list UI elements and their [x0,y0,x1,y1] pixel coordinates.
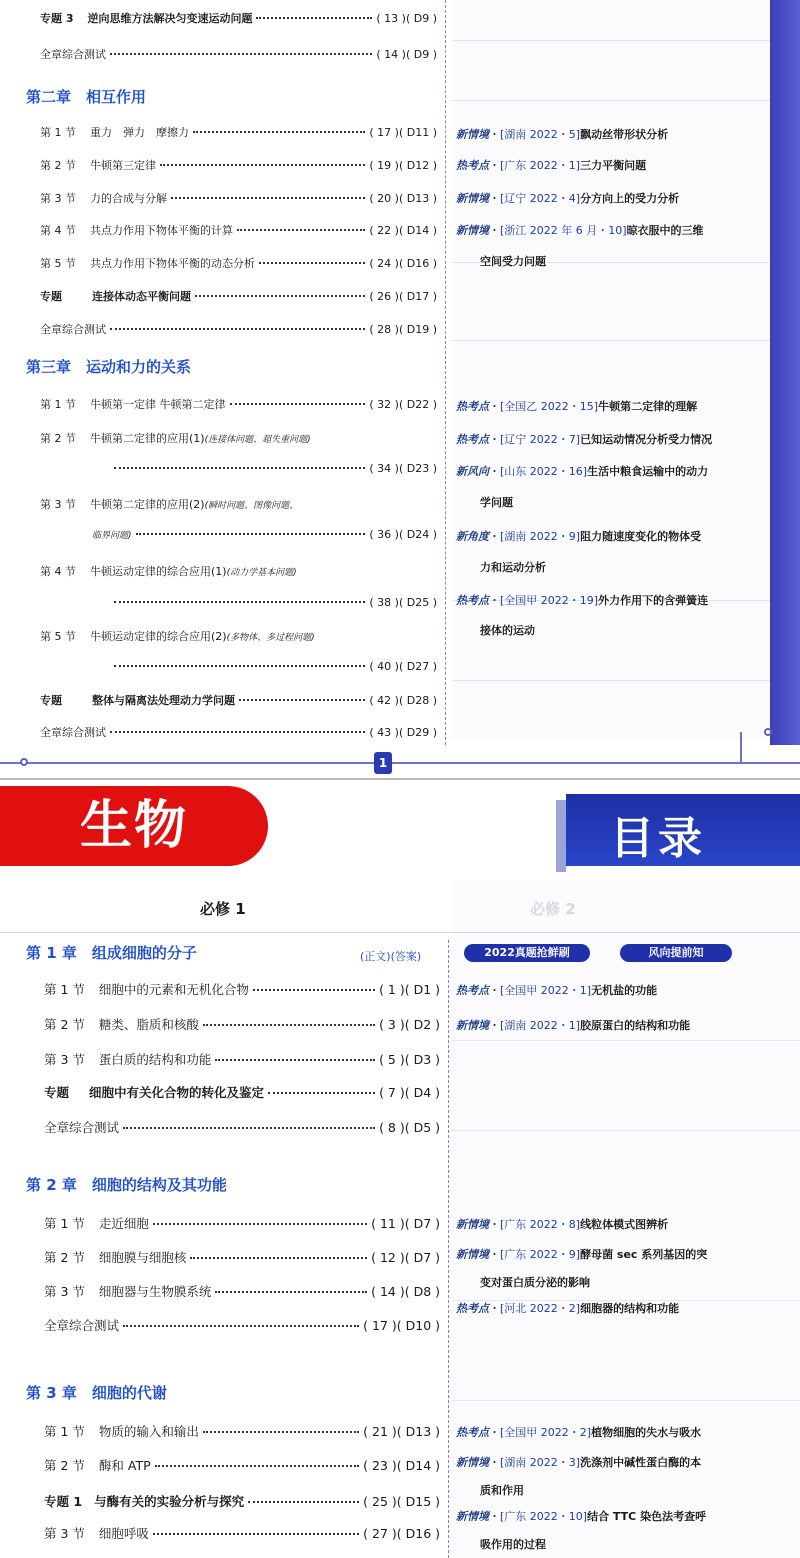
leader-dots [171,197,365,199]
contents-heading: 目录 [610,813,706,864]
exam-note: 热考点・[全国甲 2022・1]无机盐的功能 [456,984,658,997]
toc-row[interactable] [0,430,445,446]
toc-row[interactable] [0,1015,448,1033]
section-rule [0,932,800,933]
rule-end-circle-icon [764,728,772,736]
row-label: 全章综合测试 [44,1318,120,1333]
exam-note: 新情境・[湖南 2022・1]胶原蛋白的结构和功能 [456,1019,691,1032]
note-tag: 新情境 [456,1218,489,1231]
row-pages: ( 19 )( D12 ) [369,159,437,172]
leader-dots [110,53,372,55]
row-pages: ( 14 )( D9 ) [376,48,437,61]
row-pages: ( 14 )( D8 ) [371,1284,440,1299]
leader-dots [253,989,375,991]
row-title: 细胞中的元素和无机化合物 [98,982,249,997]
note-text: 吸作用的过程 [480,1538,546,1551]
row-note: (瞬时问题、图像问题、 [204,501,299,511]
row-label: 第 2 节 [44,1017,85,1032]
note-text: 学问题 [480,496,513,509]
row-title: 蛋白质的结构和功能 [98,1052,212,1067]
row-label: 第 4 节 [40,565,76,578]
row-label: 专题 [40,694,62,707]
leader-dots [215,1291,367,1293]
row-title: 牛顿第二定律的应用(1) [90,432,205,445]
exam-note-continued [480,253,546,269]
exam-note: 热考点・[全国甲 2022・2]植物细胞的失水与吸水 [456,1426,702,1439]
toc-row[interactable] [0,46,445,62]
row-pages: ( 22 )( D14 ) [369,224,437,237]
note-text: 洗涤剂中碱性蛋白酶的本 [580,1456,702,1469]
note-text: 空间受力问题 [480,255,546,268]
toc-row[interactable] [0,1050,448,1068]
chapter-title: 第二章 相互作用 [26,88,147,106]
leader-dots [190,1257,367,1259]
row-title: 牛顿第一定律 牛顿第二定律 [90,398,226,411]
row-title: 共点力作用下物体平衡的计算 [90,224,233,237]
toc-row[interactable] [0,1083,448,1101]
note-source: [浙江 2022 年 6 月・10] [500,224,627,237]
leader-dots [110,731,365,733]
note-tag: 热考点 [456,400,489,413]
toc-row[interactable] [0,1456,448,1474]
leader-dots [114,601,365,603]
row-title: 糖类、脂质和核酸 [98,1017,199,1032]
toc-row[interactable] [0,1524,448,1542]
note-source: [全国乙 2022・15] [500,400,599,413]
exam-note: 热考点・[辽宁 2022・7]已知运动情况分析受力情况 [456,433,713,446]
row-label: 第 3 节 [44,1284,85,1299]
note-tag: 新情境 [456,192,489,205]
toc-row[interactable] [0,288,445,304]
page-bottom-rule [0,762,800,764]
leader-dots [215,1059,375,1061]
note-tag: 热考点 [456,1426,489,1439]
leader-dots [160,164,365,166]
row-title: 牛顿第三定律 [90,159,156,172]
toc-row[interactable] [0,1214,448,1232]
exam-note: 热考点・[河北 2022・2]细胞器的结构和功能 [456,1302,680,1315]
leader-dots [123,1325,359,1327]
row-title: 共点力作用下物体平衡的动态分析 [90,257,255,270]
leader-dots [153,1533,359,1535]
toc-row[interactable] [0,190,445,206]
note-source: [广东 2022・1] [500,159,581,172]
row-note: (动力学基本问题) [226,568,297,578]
toc-row[interactable] [0,255,445,271]
note-tag: 热考点 [456,984,489,997]
row-pages: ( 27 )( D16 ) [363,1526,440,1541]
row-title: 细胞器与生物膜系统 [98,1284,212,1299]
exam-note: 新风向・[山东 2022・16]生活中粮食运输中的动力 [456,465,709,478]
toc-row-continued[interactable] [0,528,445,541]
row-title: 逆向思维方法解决匀变速运动问题 [87,12,253,25]
leader-dots [195,295,365,297]
physics-side-band [770,0,800,745]
row-title: 临界问题) [92,531,132,541]
leader-dots [237,229,365,231]
row-pages: ( 17 )( D11 ) [369,126,437,139]
exam-note-continued [480,1482,524,1498]
row-label: 第 3 节 [44,1526,85,1541]
row-label: 专题 [40,290,62,303]
subject-label: 生物 [0,786,268,866]
toc-row[interactable] [0,980,448,998]
toc-row-continued[interactable] [0,596,445,609]
note-text: 胶原蛋白的结构和功能 [580,1019,691,1032]
toc-row[interactable] [0,222,445,238]
heading-shadow [556,800,566,872]
toc-row-continued[interactable] [0,462,445,475]
exam-note: 新角度・[湖南 2022・9]阻力随速度变化的物体受 [456,530,702,543]
note-source: [河北 2022・2] [500,1302,581,1315]
row-note: (连接体问题、超失重问题) [204,435,311,445]
note-tag: 新情境 [456,224,489,237]
row-title: 酶和 ATP [98,1458,151,1473]
note-text: 分方向上的受力分析 [580,192,680,205]
note-tag: 热考点 [456,1302,489,1315]
leader-dots [153,1223,367,1225]
exam-note: 新情境・[广东 2022・8]线粒体模式图辨析 [456,1218,669,1231]
column-header: (正文)(答案) [360,950,422,963]
leader-dots [230,403,366,405]
rule-end-circle-icon [20,758,28,766]
row-title: 连接体动态平衡问题 [92,290,191,303]
row-label: 第 2 节 [44,1250,85,1265]
row-label: 第 5 节 [40,257,76,270]
row-pages: ( 5 )( D3 ) [379,1052,440,1067]
note-text: 结合 TTC 染色法考查呼 [587,1510,707,1523]
row-pages: ( 34 )( D23 ) [369,462,437,475]
leader-dots [259,262,365,264]
note-text: 已知运动情况分析受力情况 [580,433,713,446]
note-text: 酵母菌 sec 系列基因的突 [580,1248,708,1261]
row-title: 力的合成与分解 [90,192,167,205]
exam-note: 热考点・[广东 2022・1]三力平衡问题 [456,159,647,172]
toc-row[interactable] [0,1316,448,1334]
row-label: 第 1 节 [44,1424,85,1439]
note-text: 细胞器的结构和功能 [580,1302,680,1315]
note-text: 生活中粮食运输中的动力 [587,465,709,478]
row-title: 走近细胞 [98,1216,149,1231]
note-text: 线粒体模式图辨析 [580,1218,669,1231]
row-pages: ( 3 )( D2 ) [379,1017,440,1032]
row-pages: ( 40 )( D27 ) [369,660,437,673]
note-text: 阻力随速度变化的物体受 [580,530,702,543]
row-pages: ( 21 )( D13 ) [363,1424,440,1439]
row-pages: ( 13 )( D9 ) [376,12,437,25]
toc-row[interactable] [0,628,445,644]
exam-note: 新情境・[广东 2022・10]结合 TTC 染色法考查呼 [456,1510,707,1523]
note-text: 力和运动分析 [480,561,546,574]
note-source: [全国甲 2022・19] [500,594,599,607]
leader-dots [248,1501,359,1503]
row-label: 全章综合测试 [40,726,106,739]
toc-row[interactable] [0,1118,448,1136]
leader-dots [239,699,365,701]
row-label: 第 2 节 [40,432,76,445]
exam-note-continued [480,622,535,638]
exam-note: 热考点・[全国甲 2022・19]外力作用下的含弹簧连 [456,594,709,607]
leader-dots [110,328,365,330]
contents-heading-box [566,794,800,866]
note-source: [辽宁 2022・7] [500,433,581,446]
row-pages: ( 43 )( D29 ) [369,726,437,739]
note-source: [湖南 2022・3] [500,1456,581,1469]
note-tag: 热考点 [456,159,489,172]
toc-row-continued[interactable] [0,660,445,673]
note-source: [广东 2022・10] [500,1510,588,1523]
row-pages: ( 36 )( D24 ) [369,528,437,541]
exam-note-continued [480,1536,546,1552]
note-text: 接体的运动 [480,624,535,637]
leader-dots [123,1127,375,1129]
note-tag: 新情境 [456,1248,489,1261]
row-pages: ( 26 )( D17 ) [369,290,437,303]
toc-row[interactable] [0,10,445,26]
note-source: [辽宁 2022・4] [500,192,581,205]
row-label: 第 1 节 [44,1216,85,1231]
exam-note-continued [480,494,513,510]
leader-dots [193,131,365,133]
note-source: [广东 2022・9] [500,1248,581,1261]
note-source: [湖南 2022・1] [500,1019,581,1032]
row-pages: ( 7 )( D4 ) [379,1085,440,1100]
leader-dots [203,1024,375,1026]
toc-row[interactable] [0,563,445,579]
note-source: [湖南 2022・5] [500,128,581,141]
row-title: 物质的输入和输出 [98,1424,199,1439]
row-title: 细胞膜与细胞核 [98,1250,187,1265]
toc-row[interactable] [0,124,445,140]
chapter-title: 第 1 章 组成细胞的分子 [26,944,197,962]
row-label: 第 2 节 [44,1458,85,1473]
row-title: 细胞呼吸 [98,1526,149,1541]
note-source: [广东 2022・8] [500,1218,581,1231]
row-pages: ( 20 )( D13 ) [369,192,437,205]
row-label: 第 1 节 [44,982,85,997]
row-label: 第 1 节 [40,126,76,139]
row-label: 第 3 节 [40,192,76,205]
note-text: 质和作用 [480,1484,524,1497]
row-label: 第 3 节 [44,1052,85,1067]
note-text: 飘动丝带形状分析 [580,128,669,141]
row-label: 专题 3 [40,12,74,25]
physics-contents-section [0,0,800,778]
biology-contents-section [0,880,800,1558]
toc-row[interactable] [0,1422,448,1440]
exam-note: 热考点・[全国乙 2022・15]牛顿第二定律的理解 [456,400,698,413]
toc-row[interactable] [0,496,445,512]
column-divider [445,0,446,745]
exam-note: 新情境・[湖南 2022・5]飘动丝带形状分析 [456,128,669,141]
note-tag: 新风向 [456,465,489,478]
toc-row[interactable] [0,692,445,708]
real-exam-badge: 2022真题抢鲜刷 [464,944,590,962]
toc-row[interactable] [0,157,445,173]
leader-dots [136,533,366,535]
row-label: 专题 1 [44,1494,83,1509]
row-note: (多物体、多过程问题) [226,633,315,643]
exam-note: 新情境・[浙江 2022 年 6 月・10]晾衣服中的三维 [456,224,704,237]
toc-row[interactable] [0,1248,448,1266]
row-pages: ( 25 )( D15 ) [363,1494,440,1509]
row-title: 细胞中有关化合物的转化及鉴定 [89,1085,265,1100]
row-label: 第 3 节 [40,498,76,511]
row-pages: ( 24 )( D16 ) [369,257,437,270]
row-pages: ( 12 )( D7 ) [371,1250,440,1265]
row-pages: ( 11 )( D7 ) [371,1216,440,1231]
leader-dots [114,665,365,667]
row-title: 整体与隔离法处理动力学问题 [92,694,235,707]
note-tag: 新情境 [456,1456,489,1469]
row-pages: ( 28 )( D19 ) [369,323,437,336]
row-pages: ( 42 )( D28 ) [369,694,437,707]
note-tag: 热考点 [456,433,489,446]
row-title: 牛顿运动定律的综合应用(1) [90,565,227,578]
row-pages: ( 32 )( D22 ) [369,398,437,411]
note-text: 变对蛋白质分泌的影响 [480,1276,590,1289]
note-tag: 热考点 [456,594,489,607]
row-label: 全章综合测试 [40,323,106,336]
page-number-badge: 1 [374,752,392,774]
note-tag: 新情境 [456,1019,489,1032]
toc-row[interactable] [0,1282,448,1300]
row-label: 第 4 节 [40,224,76,237]
row-label: 第 1 节 [40,398,76,411]
note-text: 晾衣服中的三维 [626,224,704,237]
module-title-faint: 必修 2 [530,900,576,918]
note-text: 无机盐的功能 [591,984,658,997]
note-source: [山东 2022・16] [500,465,588,478]
leader-dots [114,467,365,469]
chapter-title: 第 2 章 细胞的结构及其功能 [26,1176,227,1194]
toc-row[interactable] [0,724,445,740]
subject-banner [0,778,800,880]
chapter-title: 第三章 运动和力的关系 [26,358,192,376]
toc-row[interactable] [0,321,445,337]
note-source: [全国甲 2022・1] [500,984,592,997]
row-pages: ( 1 )( D1 ) [379,982,440,997]
exam-note-continued [480,1274,590,1290]
exam-note: 新情境・[辽宁 2022・4]分方向上的受力分析 [456,192,680,205]
column-divider [448,940,449,1558]
row-label: 全章综合测试 [40,48,106,61]
leader-dots [203,1431,359,1433]
row-title: 与酶有关的实验分析与探究 [94,1494,245,1509]
chapter-title: 第 3 章 细胞的代谢 [26,1384,167,1402]
note-text: 牛顿第二定律的理解 [598,400,698,413]
row-pages: ( 17 )( D10 ) [363,1318,440,1333]
row-label: 第 2 节 [40,159,76,172]
note-tag: 新角度 [456,530,489,543]
toc-row[interactable] [0,396,445,412]
exam-note: 新情境・[湖南 2022・3]洗涤剂中碱性蛋白酶的本 [456,1456,702,1469]
note-tag: 新情境 [456,128,489,141]
note-source: [湖南 2022・9] [500,530,581,543]
note-text: 三力平衡问题 [580,159,647,172]
note-source: [全国甲 2022・2] [500,1426,592,1439]
row-pages: ( 8 )( D5 ) [379,1120,440,1135]
toc-row[interactable] [0,1492,448,1510]
row-label: 全章综合测试 [44,1120,120,1135]
row-pages: ( 23 )( D14 ) [363,1458,440,1473]
row-pages: ( 38 )( D25 ) [369,596,437,609]
leader-dots [155,1465,360,1467]
row-title: 重力 弹力 摩擦力 [90,126,189,139]
exam-note-continued [480,559,546,575]
note-text: 植物细胞的失水与吸水 [591,1426,702,1439]
row-title: 牛顿运动定律的综合应用(2) [90,630,227,643]
leader-dots [256,17,372,19]
row-label: 第 5 节 [40,630,76,643]
row-label: 专题 [44,1085,70,1100]
module-title: 必修 1 [200,900,246,918]
page-corner-rule [740,732,742,762]
trend-badge: 风向提前知 [620,944,732,962]
note-tag: 新情境 [456,1510,489,1523]
exam-note: 新情境・[广东 2022・9]酵母菌 sec 系列基因的突 [456,1248,708,1261]
row-title: 牛顿第二定律的应用(2) [90,498,205,511]
leader-dots [268,1092,375,1094]
note-text: 外力作用下的含弹簧连 [598,594,709,607]
